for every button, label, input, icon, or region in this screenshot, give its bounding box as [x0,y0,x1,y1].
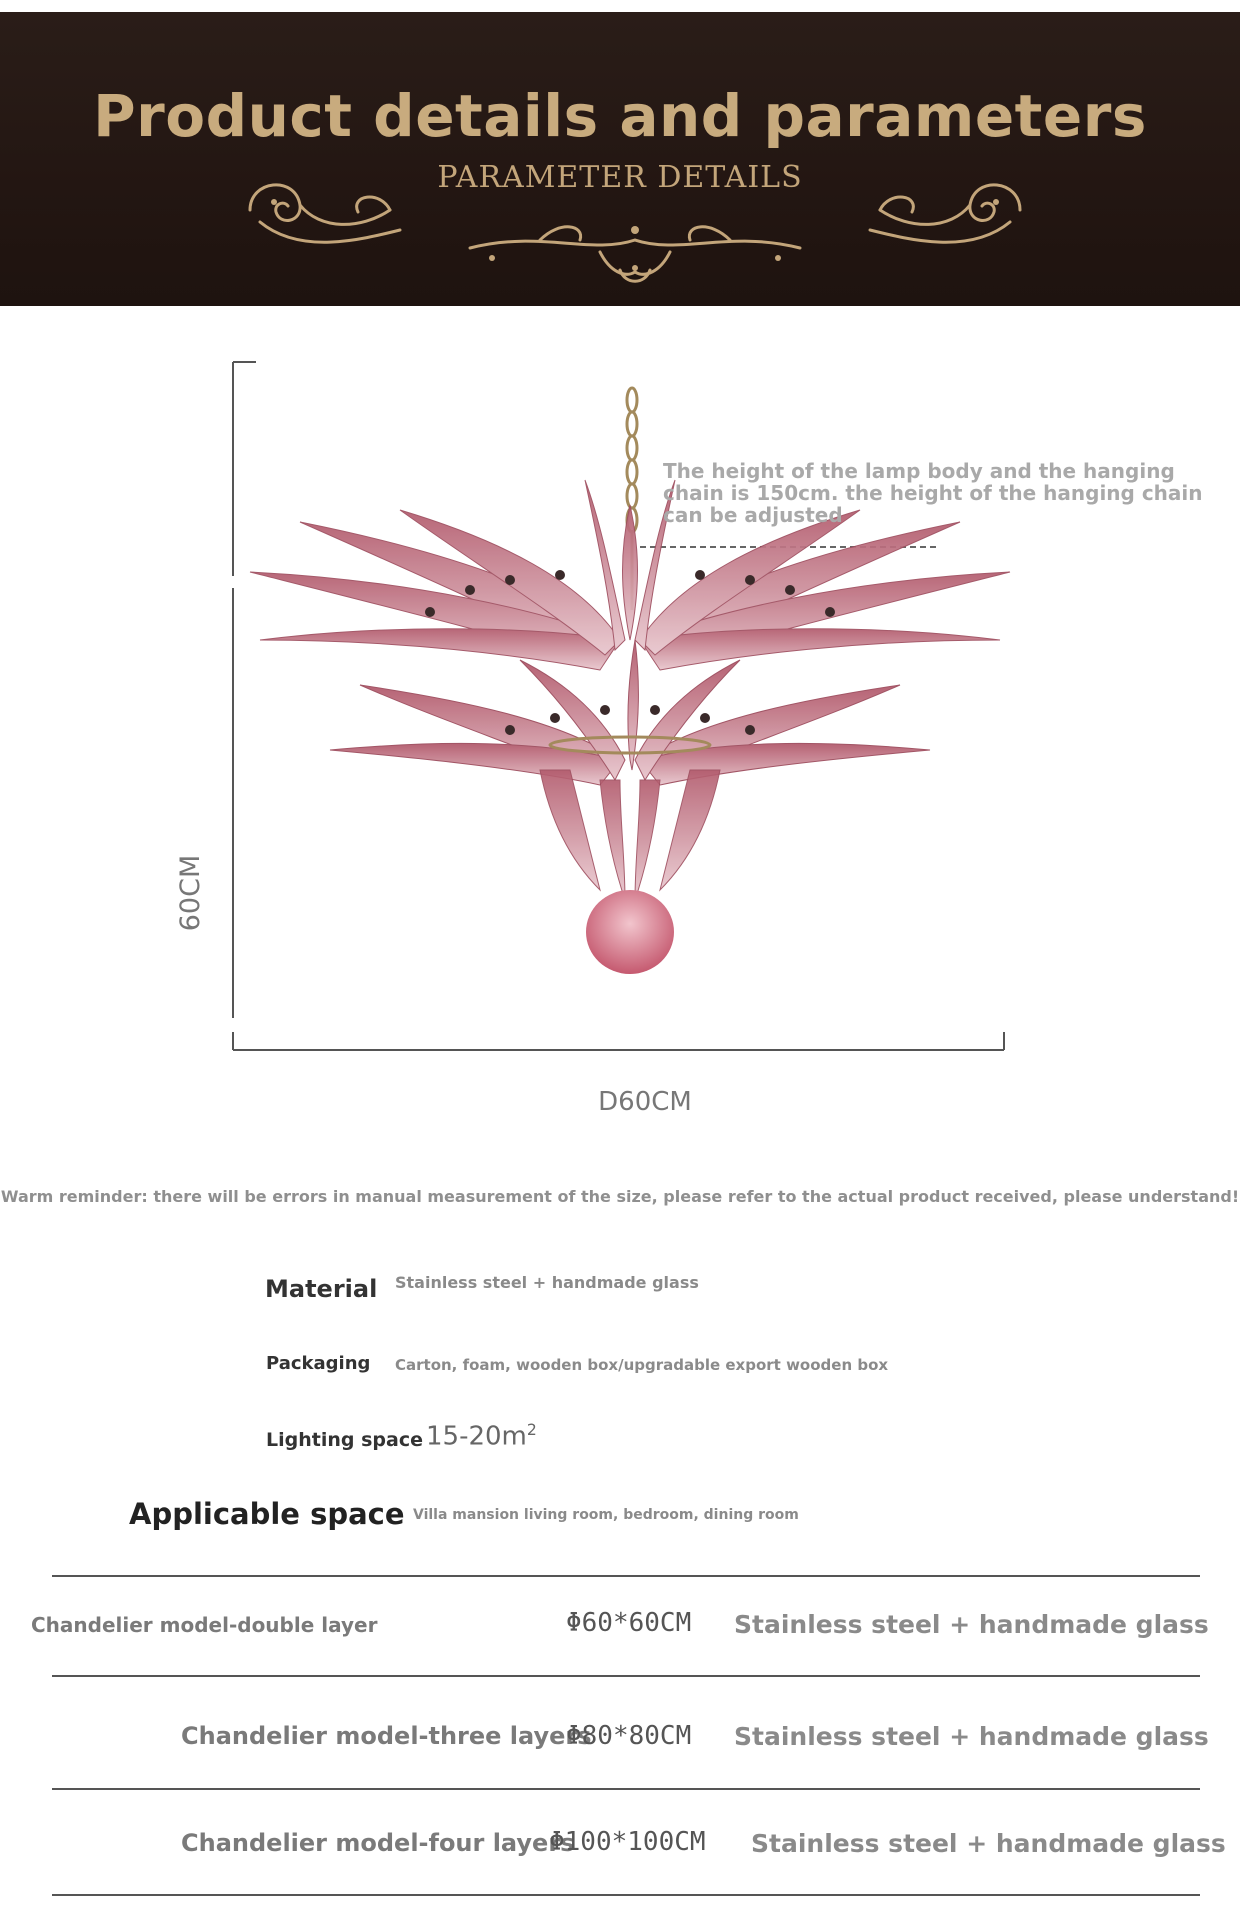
model-name: Chandelier model-four layers [181,1829,575,1857]
height-label: 60CM [175,854,206,932]
material-value: Stainless steel + handmade glass [395,1273,699,1292]
model-size: Φ80*80CM [566,1721,692,1751]
diameter-label: D60CM [598,1087,692,1117]
packaging-label: Packaging [266,1353,371,1374]
lighting-label: Lighting space [266,1429,423,1451]
table-divider [52,1788,1200,1790]
lighting-value: $15-20m^2$ [426,1421,537,1452]
material-label: Material [265,1275,378,1303]
applicable-label: Applicable space [129,1497,405,1531]
model-size: Φ100*100CM [549,1827,706,1857]
model-material: Stainless steel + handmade glass [751,1829,1226,1858]
chain-height-note: The height of the lamp body and the hanging chain is 150cm. the height of the hanging chain can be adjusted [663,459,1203,527]
model-material: Stainless steel + handmade glass [734,1722,1209,1751]
header-banner [0,12,1240,306]
page-subtitle: PARAMETER DETAILS [437,160,803,195]
packaging-value: Carton, foam, wooden box/upgradable export wooden box [395,1356,889,1374]
warm-reminder: Warm reminder: there will be errors in manual measurement of the size, please refer to the actual product received, please understand! [0,1187,1240,1206]
model-name: Chandelier model-double layer [31,1613,378,1637]
table-divider [52,1675,1200,1677]
chandelier-image [250,480,1010,974]
applicable-value: Villa mansion living room, bedroom, dining room [413,1507,799,1523]
model-name: Chandelier model-three layers [181,1722,592,1750]
table-divider [52,1575,1200,1577]
table-divider [52,1894,1200,1896]
model-size: Φ60*60CM [566,1608,692,1638]
height-dimension-line [233,362,256,1018]
page-title: Product details and parameters [93,82,1147,150]
model-material: Stainless steel + handmade glass [734,1610,1209,1639]
width-dimension-line [233,1032,1004,1050]
